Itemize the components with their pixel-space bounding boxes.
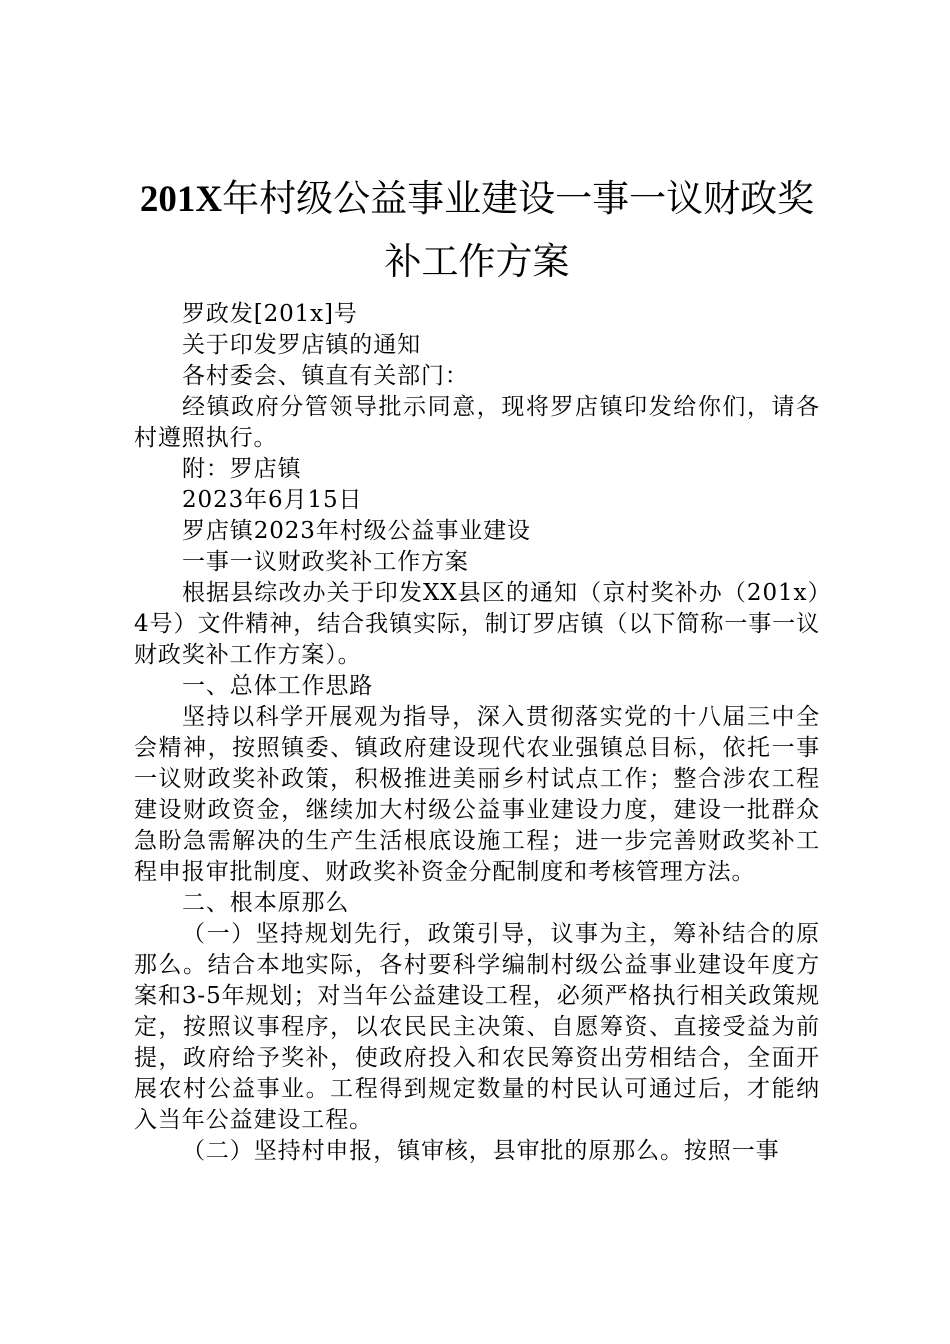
attachment-line: 附：罗店镇: [182, 456, 302, 482]
paragraph: 坚持以科学开展观为指导，深入贯彻落实党的十八届三中全会精神，按照镇委、镇政府建设现代农业强镇总目标，依托一事一议财政奖补政策，积极推进美丽乡村试点工作；整合涉农工程建设财政资金，继续加大村级公益事业建设力度，建设一批群众急盼急需解决的生产生活根底设施工程；进一步完善财政奖补工程申报审批制度、财政奖补资金分配制度和考核管理方法。: [134, 704, 820, 885]
salutation: 各村委会、镇直有关部门：: [182, 363, 469, 389]
title-text: 年村级公益事业建设一事一议财政奖补工作方案: [222, 177, 815, 283]
title-year: 201X: [139, 179, 223, 220]
section-heading: 一、总体工作思路: [182, 673, 374, 699]
section-heading: 二、根本原那么: [182, 890, 350, 916]
paragraph: （一）坚持规划先行，政策引导，议事为主，筹补结合的原那么。结合本地实际，各村要科学编制村级公益事业建设年度方案和3-5年规划；对当年公益建设工程，必须严格执行相关政策规定，按照议事程序，以农民民主决策、自愿筹资、直接受益为前提，政府给予奖补，使政府投入和农民筹资出劳相结合，全面开展农村公益事业。工程得到规定数量的村民认可通过后，才能纳入当年公益建设工程。: [134, 921, 820, 1133]
date-line: 2023年6月15日: [182, 487, 363, 513]
paragraph: （二）坚持村申报，镇审核，县审批的原那么。按照一事: [182, 1138, 780, 1164]
notice-title: 关于印发罗店镇的通知: [182, 332, 421, 358]
document-body: [134, 299, 820, 1167]
plan-title-line-2: 一事一议财政奖补工作方案: [182, 549, 469, 575]
paragraph: 根据县综改办关于印发XX县区的通知（京村奖补办（201x）4号）文件精神，结合我镇实际，制订罗店镇（以下简称一事一议财政奖补工作方案）。: [134, 580, 820, 668]
document-title: [134, 168, 820, 293]
plan-title-line-1: 罗店镇2023年村级公益事业建设: [182, 518, 531, 544]
paragraph: 经镇政府分管领导批示同意，现将罗店镇印发给你们，请各村遵照执行。: [134, 394, 820, 451]
document-page: [134, 168, 820, 1167]
doc-number: 罗政发[201x]号: [182, 301, 358, 327]
